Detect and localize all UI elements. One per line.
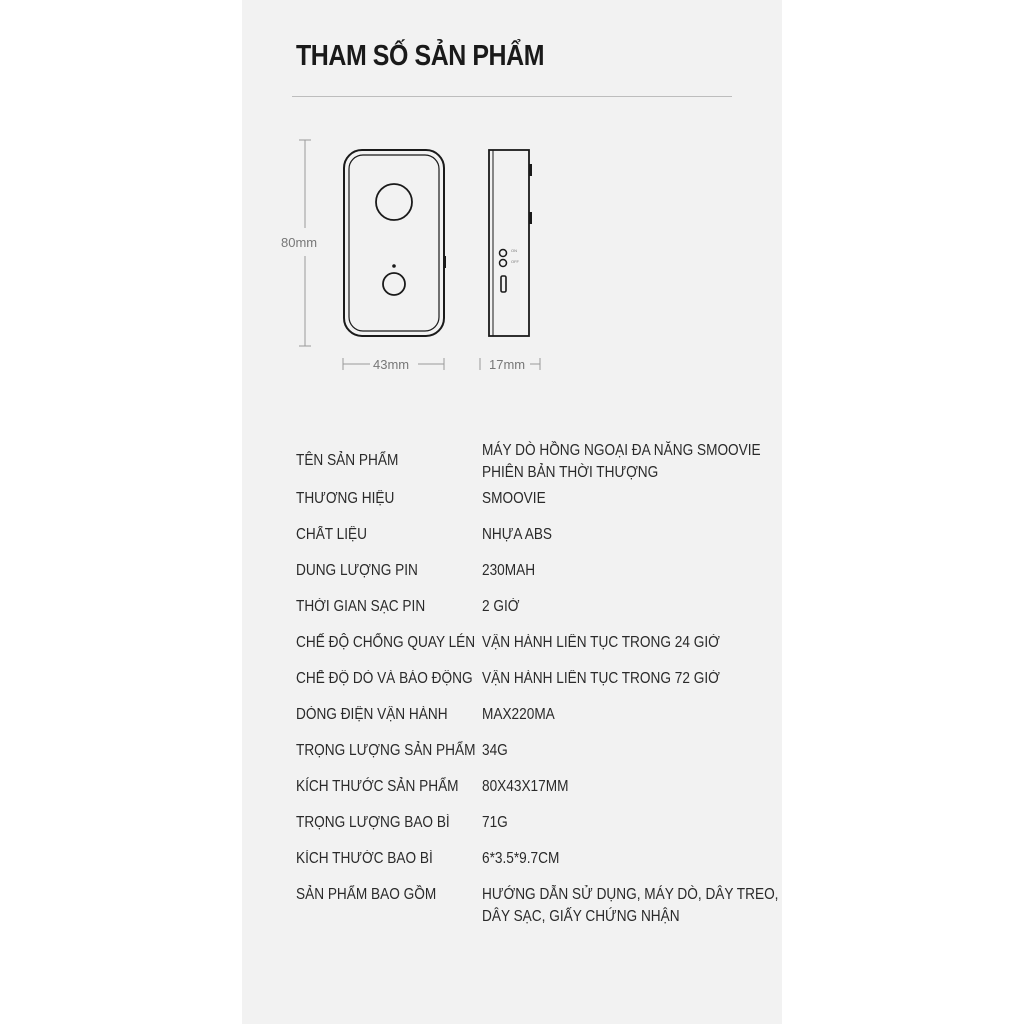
spec-row — [296, 560, 746, 596]
spec-label: CHẤT LIỆU — [296, 526, 368, 543]
spec-value: 230MAH — [482, 562, 536, 579]
spec-value — [482, 440, 761, 484]
spec-value: 34G — [482, 742, 508, 759]
spec-value-line: MÁY DÒ HỒNG NGOẠI ĐA NĂNG SMOOVIE — [482, 442, 761, 459]
spec-value: MAX220MA — [482, 706, 555, 723]
spec-row — [296, 632, 746, 668]
spec-value: NHỰA ABS — [482, 526, 553, 543]
spec-value-line: HƯỚNG DẪN SỬ DỤNG, MÁY DÒ, DÂY TREO, — [482, 886, 779, 903]
spec-value: VẬN HÀNH LIÊN TỤC TRONG 24 GIỜ — [482, 634, 720, 651]
spec-label: THƯƠNG HIỆU — [296, 490, 395, 507]
spec-label: SẢN PHẨM BAO GỒM — [296, 886, 437, 903]
depth-dimension-label: 17mm — [489, 357, 526, 372]
spec-row — [296, 440, 761, 488]
switch-off-label: OFF — [511, 259, 519, 264]
width-dimension-label: 43mm — [373, 357, 410, 372]
spec-label: THỜI GIAN SẠC PIN — [296, 598, 426, 615]
mode-switch — [500, 250, 507, 257]
spec-value: 71G — [482, 814, 508, 831]
spec-value: 6*3.5*9.7CM — [482, 850, 560, 867]
spec-value: 2 GIỜ — [482, 598, 520, 615]
spec-label: DUNG LƯỢNG PIN — [296, 562, 418, 579]
usb-port — [501, 276, 506, 292]
spec-label: DÒNG ĐIỆN VẬN HÀNH — [296, 706, 448, 723]
device-side-view — [489, 150, 532, 336]
product-dimension-diagram — [0, 0, 1024, 400]
spec-row — [296, 884, 779, 928]
camera-lens — [376, 184, 412, 220]
spec-value: SMOOVIE — [482, 490, 546, 507]
height-dimension-label: 80mm — [281, 235, 318, 250]
spec-row — [296, 596, 746, 632]
spec-label: TRỌNG LƯỢNG BAO BÌ — [296, 814, 450, 831]
spec-row — [296, 848, 746, 884]
switch-on-label: ON — [511, 248, 517, 253]
spec-value-line: DÂY SẠC, GIẤY CHỨNG NHẬN — [482, 908, 680, 925]
spec-row — [296, 524, 746, 560]
spec-row — [296, 812, 746, 848]
spec-row — [296, 668, 746, 704]
spec-row — [296, 740, 746, 776]
spec-value-line: PHIÊN BẢN THỜI THƯỢNG — [482, 464, 659, 481]
spec-row — [296, 776, 746, 812]
spec-row — [296, 488, 746, 524]
spec-label: KÍCH THƯỚC BAO BÌ — [296, 850, 433, 867]
spec-label: KÍCH THƯỚC SẢN PHẨM — [296, 778, 459, 795]
spec-row — [296, 704, 746, 740]
device-front-view — [344, 150, 446, 336]
spec-label: TÊN SẢN PHẨM — [296, 452, 399, 469]
indicator-dot — [392, 264, 396, 268]
spec-value: 80X43X17MM — [482, 778, 569, 795]
spec-table — [296, 442, 779, 928]
spec-value: VẬN HÀNH LIÊN TỤC TRONG 72 GIỜ — [482, 670, 720, 687]
power-button — [383, 273, 405, 295]
page-title: THAM SỐ SẢN PHẨM — [296, 40, 545, 72]
spec-label: CHẾ ĐỘ DÒ VÀ BÁO ĐỘNG — [296, 670, 473, 687]
spec-value — [482, 884, 778, 928]
spec-label: TRỌNG LƯỢNG SẢN PHẨM — [296, 742, 476, 759]
spec-label: CHẾ ĐỘ CHỐNG QUAY LÉN — [296, 634, 476, 651]
